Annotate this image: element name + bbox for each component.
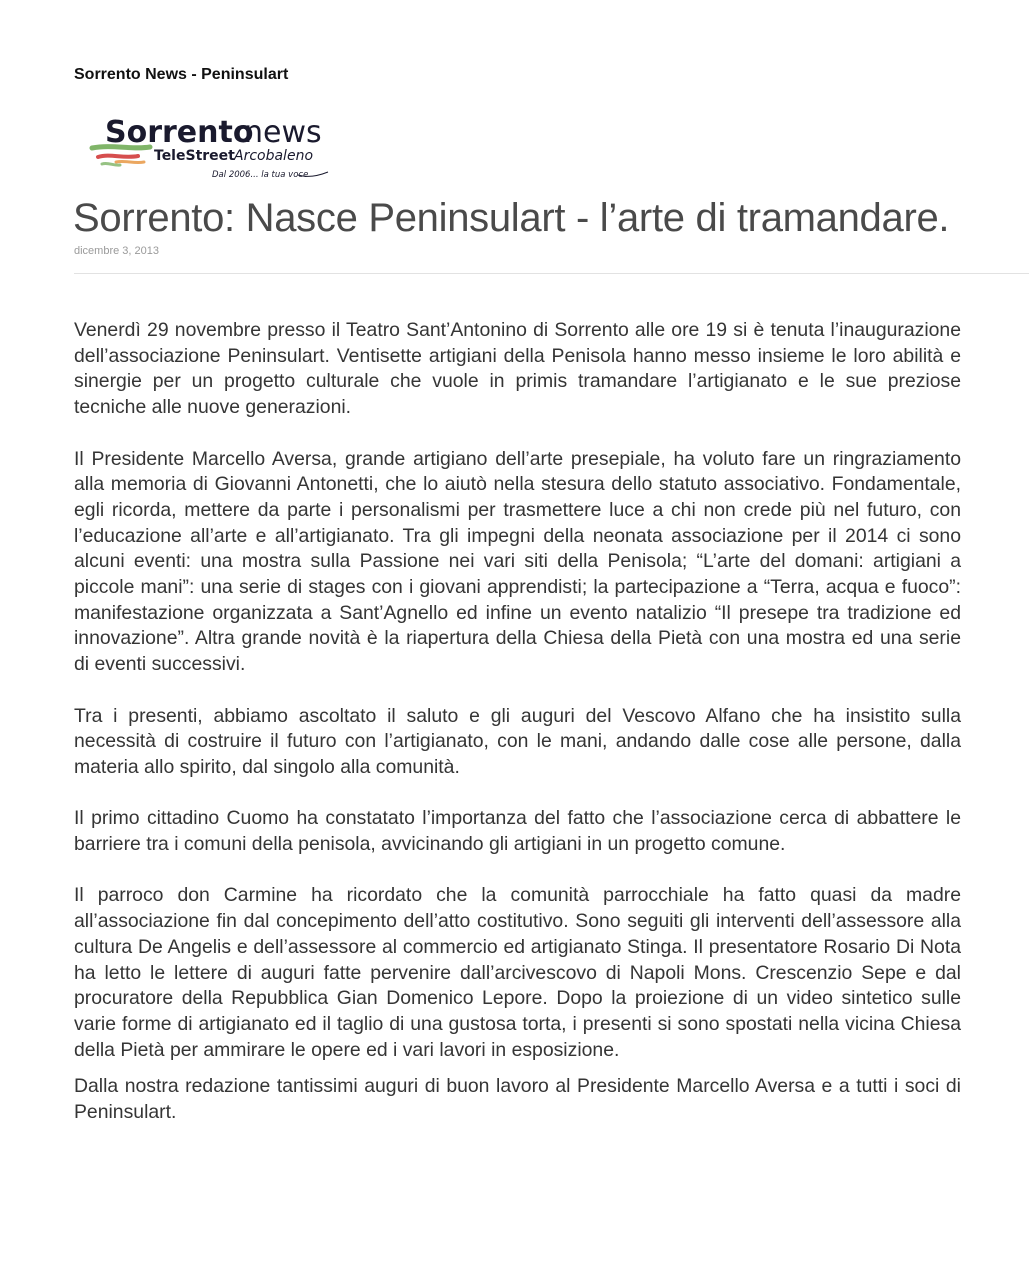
logo-word-arcobaleno: Arcobaleno	[234, 148, 314, 164]
article-paragraph: Venerdì 29 novembre presso il Teatro Sant’Antonino di Sorrento alle ore 19 si è tenuta l’inaugurazione dell’associazione Peninsulart. Ventisette artigiani della Penisola hanno messo insieme le loro abilità e sinergie per un progetto culturale che vuole in primis tramandare l’artigianato e le sue preziose tecniche alle nuove generazioni.	[74, 319, 961, 419]
logo-graphic	[72, 112, 342, 186]
article-paragraph: Il parroco don Carmine ha ricordato che la comunità parrocchiale ha fatto quasi da madre all’associazione fin dal concepimento dell’atto costitutivo. Sono seguiti gli interventi dell’assessore alla cultura De Angelis e dell’assessore al commercio ed artigianato Stinga. Il presentatore Rosario Di Nota ha letto le lettere di auguri fatte pervenire dall’arcivescovo di Napoli Mons. Crescenzio Sepe e dal procuratore della Repubblica Gian Domenico Lepore. Dopo la proiezione di un video sintetico sulle varie forme di artigianato ed il taglio di una gustosa torta, i presenti si sono spostati nella vicina Chiesa della Pietà per ammirare le opere ed i vari lavori in esposizione.	[74, 884, 961, 1061]
sorrento-news-logo[interactable]	[72, 112, 342, 186]
article-paragraph: Tra i presenti, abbiamo ascoltato il saluto e gli auguri del Vescovo Alfano che ha insistito sulla necessità di costruire il futuro con l’artigianato, con le mani, andando dalle cose alle persone, dalla materia allo spirito, dal singolo alla comunità.	[74, 704, 961, 778]
logo-word-news: news	[244, 115, 322, 150]
article-body	[74, 318, 961, 1126]
logo-tagline: Dal 2006... la tua voce	[212, 170, 309, 180]
logo-word-sorrento: Sorrento	[105, 115, 254, 150]
header-divider	[74, 273, 1029, 274]
site-header-label: Sorrento News - Peninsulart	[74, 66, 289, 83]
logo-word-telestreet: TeleStreet	[154, 148, 235, 164]
article-paragraph: Il Presidente Marcello Aversa, grande artigiano dell’arte presepiale, ha voluto fare un ringraziamento alla memoria di Giovanni Antonetti, che lo aiutò nella stesura dello statuto associativo. Fondamentale, egli ricorda, mettere da parte i personalismi per trasmettere luce a chi non crede più nel futuro, con l’educazione all’arte e all’artigianato. Tra gli impegni della neonata associazione per il 2014 ci sono alcuni eventi: una mostra sulla Passione nei vari siti della Penisola; “L’arte del domani: artigiani a piccole mani”: una serie di stages con i giovani apprendisti; la partecipazione a “Terra, acqua e fuoco”: manifestazione organizzata a Sant’Agnello ed infine un evento natalizio “Il presepe tra tradizione ed innovazione”. Altra grande novità è la riapertura della Chiesa della Pietà con una mostra ed una serie di eventi successivi.	[74, 447, 961, 676]
article-title: Sorrento: Nasce Peninsulart - l’arte di tramandare.	[73, 196, 950, 240]
article-paragraph: Dalla nostra redazione tantissimi auguri di buon lavoro al Presidente Marcello Aversa e a tutti i soci di Peninsulart.	[74, 1075, 961, 1124]
article-paragraph: Il primo cittadino Cuomo ha constatato l’importanza del fatto che l’associazione cerca di abbattere le barriere tra i comuni della penisola, avvicinando gli artigiani in un progetto comune.	[74, 807, 961, 856]
article-date: dicembre 3, 2013	[74, 245, 159, 257]
